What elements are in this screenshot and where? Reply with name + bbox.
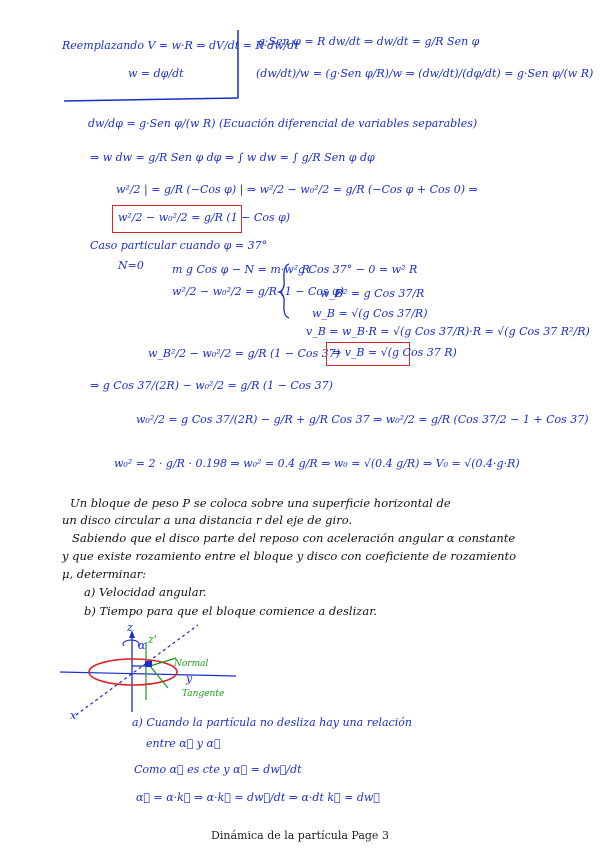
line-13: w²/2 − w₀²/2 = g/R (1 − Cos φ) xyxy=(172,285,345,298)
label-y: y xyxy=(186,672,193,685)
line-10: N=0 xyxy=(118,259,144,272)
problem-line-4: y que existe rozamiento entre el bloque y disco con coeficiente de rozamiento xyxy=(62,549,517,563)
line-2: g·Sen φ = R dw/dt ⇒ dw/dt = g/R Sen φ xyxy=(258,35,480,48)
y-axis xyxy=(60,672,236,676)
x-axis xyxy=(76,625,198,715)
label-tangente: Tangente xyxy=(182,689,225,699)
problem-line-6: a) Velocidad angular. xyxy=(84,585,207,599)
normal-vector xyxy=(150,658,176,666)
tangent-vector xyxy=(150,666,168,688)
page-footer: Dinámica de la partícula Page 3 xyxy=(211,829,389,842)
line-6: ⇒ w dw = g/R Sen φ dφ ⇒ ∫ w dw = ∫ g/R Sen φ dφ xyxy=(90,151,375,164)
line-1: Reemplazando V = w·R ⇒ dV/dt = R·dw/dt xyxy=(62,39,299,52)
line-18: ⇒ v_B = √(g Cos 37 R) xyxy=(332,346,457,359)
line-15: w_B = √(g Cos 37/R) xyxy=(312,307,428,320)
line-19: ⇒ g Cos 37/(2R) − w₀²/2 = g/R (1 − Cos 37) xyxy=(90,379,333,392)
solution-line-3: Como α⃗ es cte y α⃗ = dw⃗/dt xyxy=(134,763,302,776)
solution-line-4: α⃗ = α·k⃗ ⇒ α·k⃗ = dw⃗/dt ⇒ α·dt k⃗ = dw⃗ xyxy=(136,791,380,804)
label-z: z xyxy=(127,621,133,634)
line-16: v_B = w_B·R = √(g Cos 37/R)·R = √(g Cos 37 R²/R) xyxy=(306,325,590,338)
line-5: dw/dφ = g·Sen φ/(w R) (Ecuación diferencial de variables separables) xyxy=(88,117,478,130)
line-8: w²/2 − w₀²/2 = g/R (1 − Cos φ) xyxy=(118,211,291,224)
problem-line-7: b) Tiempo para que el bloque comience a deslizar. xyxy=(84,604,378,618)
rotation-arrow-icon xyxy=(123,640,139,646)
line-14: w_B² = g Cos 37/R xyxy=(320,287,425,300)
box-bottom-border xyxy=(64,98,238,101)
line-17: w_B²/2 − w₀²/2 = g/R (1 − Cos 37) xyxy=(148,347,340,360)
line-11: m g Cos φ − N = m·w² R xyxy=(172,263,310,276)
line-12: g Cos 37° − 0 = w² R xyxy=(298,263,418,276)
block-icon xyxy=(145,661,152,667)
line-3: w = dφ/dt xyxy=(128,67,184,80)
line-21: w₀² = 2 · g/R · 0.198 ⇒ w₀² = 0.4 g/R ⇒ w₀ = √(0.4 g/R) ⇒ V₀ = √(0.4·g·R) xyxy=(114,457,520,470)
problem-line-3: Sabiendo que el disco parte del reposo con aceleración angular α constante xyxy=(72,531,516,545)
line-7: w²/2 | = g/R (−Cos φ) | ⇒ w²/2 − w₀²/2 = g/R (−Cos φ + Cos 0) ⇒ xyxy=(116,183,478,196)
label-z-prime: z' xyxy=(148,633,157,646)
line-20: w₀²/2 = g Cos 37/(2R) − g/R + g/R Cos 37 ⇒ w₀²/2 = g/R (Cos 37/2 − 1 + Cos 37) xyxy=(136,413,589,426)
problem-line-5: μ, determinar: xyxy=(62,567,147,581)
label-x: x xyxy=(70,709,77,722)
line-4: (dw/dt)/w = (g·Sen φ/R)/w ⇒ (dw/dt)/(dφ/dt) = g·Sen φ/(w R) xyxy=(256,67,594,80)
solution-line-2: entre α⃗ y α⃗ xyxy=(146,737,221,750)
disk-ellipse xyxy=(89,659,177,685)
solution-line-1: a) Cuando la partícula no desliza hay una relación xyxy=(132,716,412,729)
problem-line-2: un disco circular a una distancia r del eje de giro. xyxy=(62,513,353,527)
label-normal: Normal xyxy=(174,659,209,669)
problem-line-1: Un bloque de peso P se coloca sobre una superficie horizontal de xyxy=(70,496,451,510)
label-alpha: α xyxy=(138,639,146,652)
line-9: Caso particular cuando φ = 37° xyxy=(90,239,268,252)
